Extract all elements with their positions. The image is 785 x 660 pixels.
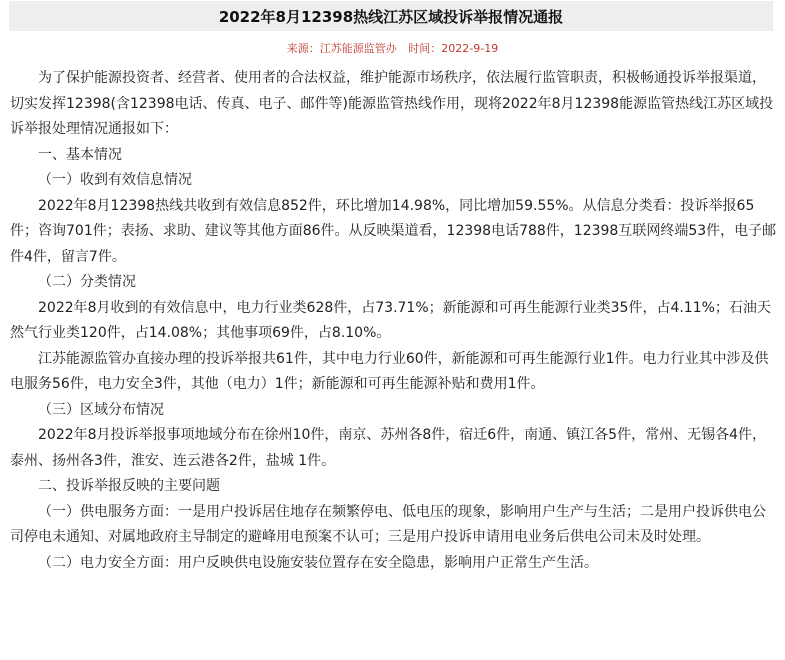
paragraph: 2022年8月收到的有效信息中，电力行业类628件，占73.71%；新能源和可再生能源行业类35件，占4.11%；石油天然气行业类120件，占14.08%；其他事项69件，占8.10%。 — [10, 299, 771, 341]
article-time: 时间：2022-9-19 — [408, 42, 499, 55]
subsection-heading: （二）分类情况 — [38, 274, 136, 290]
article-title: 2022年8月12398热线江苏区域投诉举报情况通报 — [218, 7, 564, 26]
paragraph: 2022年8月12398热线共收到有效信息852件，环比增加14.98%，同比增加59.55%。从信息分类看：投诉举报65件；咨询701件；表扬、求助、建议等其他方面86件。从反映渠道看，12398电话788件，12398互联网终端53件，电子邮件4件，留言7件。 — [10, 197, 777, 265]
subsection-heading: （三）区域分布情况 — [38, 401, 164, 418]
paragraph: 江苏能源监管办直接办理的投诉举报共61件，其中电力行业60件，新能源和可再生能源行业1件。电力行业其中涉及供电服务56件，电力安全3件，其他（电力）1件；新能源和可再生能源补贴和费用1件。 — [10, 350, 769, 392]
paragraph: （一）供电服务方面：一是用户投诉居住地存在频繁停电、低电压的现象，影响用户生产与生活；二是用户投诉供电公司停电未通知、对属地政府主导制定的避峰用电预案不认可；三是用户投诉申请用电业务后供电公司未及时处理。 — [10, 503, 766, 545]
article-meta — [0, 40, 785, 56]
title-bar — [9, 1, 773, 31]
article-body — [10, 66, 778, 576]
paragraph: （二）电力安全方面：用户反映供电设施安装位置存在安全隐患，影响用户正常生产生活。 — [38, 554, 598, 571]
paragraph: 2022年8月投诉举报事项地域分布在徐州10件，南京、苏州各8件，宿迁6件，南通、镇江各5件，常州、无锡各4件，泰州、扬州各3件，淮安、连云港各2件，盐城 1件。 — [10, 427, 766, 469]
subsection-heading: （一）收到有效信息情况 — [38, 172, 192, 188]
section-heading: 二、投诉举报反映的主要问题 — [38, 478, 220, 494]
section-heading: 一、基本情况 — [38, 146, 122, 163]
article-source: 来源：江苏能源监管办 — [286, 42, 397, 55]
paragraph: 为了保护能源投资者、经营者、使用者的合法权益，维护能源市场秩序，依法履行监管职责，积极畅通投诉举报渠道，切实发挥12398(含12398电话、传真、电子、邮件等)能源监管热线作用，现将2022年8月12398能源监管热线江苏区域投诉举报处理情况通报如下： — [10, 70, 774, 137]
